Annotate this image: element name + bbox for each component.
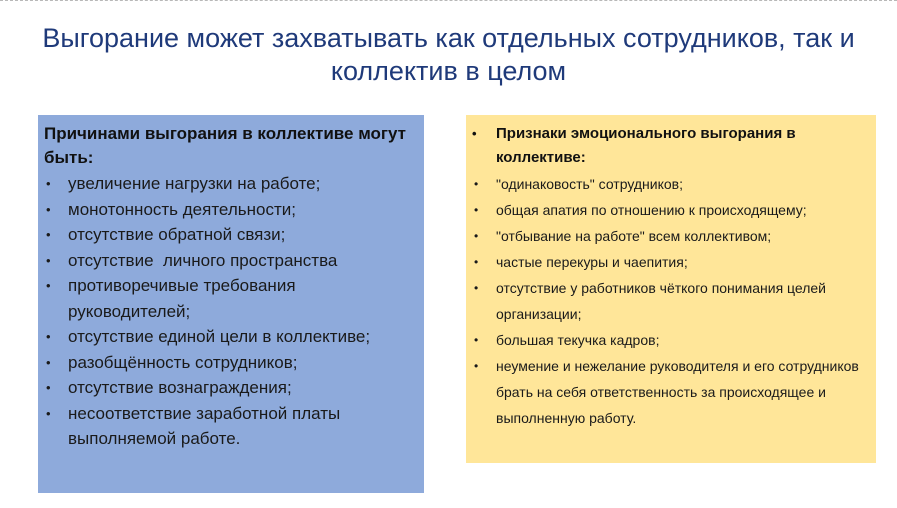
list-item-text: отсутствие единой цели в коллективе; <box>68 327 371 346</box>
bullet-icon: • <box>474 281 479 295</box>
list-item <box>472 171 868 197</box>
list-item <box>472 327 868 353</box>
bullet-icon: • <box>46 227 51 242</box>
list-item-text: большая текучка кадров; <box>496 332 660 348</box>
list-item <box>472 249 868 275</box>
list-item-text: общая апатия по отношению к происходящему; <box>496 202 807 218</box>
bullet-icon: • <box>46 405 51 421</box>
list-item <box>44 375 416 401</box>
list-item <box>472 223 868 249</box>
bullet-icon: • <box>474 359 479 373</box>
list-item-text: частые перекуры и чаепития; <box>496 254 688 270</box>
list-item-text: неумение и нежелание руководителя и его сотрудников брать на себя ответственность за происходящее и выполненную работу. <box>496 358 859 426</box>
list-item-text: отсутствие у работников чёткого понимания целей организации; <box>496 280 826 322</box>
bullet-icon: • <box>46 278 51 293</box>
list-item-text: монотонность деятельности; <box>68 199 296 219</box>
list-item-text: "одинаковость" сотрудников; <box>496 176 683 192</box>
list-item-text: разобщённость сотрудников; <box>68 352 298 372</box>
signs-heading-text: Признаки эмоционального выгорания в коллективе: <box>496 125 796 166</box>
list-item-text: несоответствие заработной платы выполняемой работе. <box>68 403 341 448</box>
bullet-icon: • <box>46 252 51 268</box>
slide-title: Выгорание может захватывать как отдельных сотрудников, так и коллектив в целом <box>42 23 855 86</box>
list-item <box>44 324 416 350</box>
bullet-icon: • <box>46 354 51 370</box>
list-item-text: "отбывание на работе" всем коллективом; <box>496 228 772 244</box>
signs-list <box>472 171 868 431</box>
bullet-icon: • <box>46 201 51 217</box>
list-item <box>472 275 868 327</box>
list-item-text: отсутствие вознаграждения; <box>68 378 292 397</box>
bullet-icon: • <box>472 126 477 141</box>
causes-panel <box>38 115 424 493</box>
signs-heading <box>472 122 868 170</box>
list-item <box>472 197 868 223</box>
bullet-icon: • <box>474 203 479 217</box>
list-item-text: отсутствие личного пространства <box>68 250 338 270</box>
list-item <box>472 353 868 431</box>
bullet-icon: • <box>46 176 51 191</box>
bullet-icon: • <box>46 380 51 395</box>
list-item <box>44 171 416 197</box>
signs-panel <box>466 115 876 463</box>
list-item <box>44 222 416 248</box>
list-item <box>44 273 416 324</box>
list-item <box>44 401 416 452</box>
list-item-text: противоречивые требования руководителей; <box>68 276 296 321</box>
bullet-icon: • <box>474 255 479 269</box>
top-divider <box>0 0 897 1</box>
list-item <box>44 248 416 274</box>
causes-list <box>44 171 416 452</box>
bullet-icon: • <box>474 229 479 243</box>
bullet-icon: • <box>474 333 479 347</box>
bullet-icon: • <box>46 329 51 344</box>
list-item-text: отсутствие обратной связи; <box>68 225 286 244</box>
bullet-icon: • <box>474 177 479 191</box>
list-item-text: увеличение нагрузки на работе; <box>68 174 321 193</box>
list-item <box>44 350 416 376</box>
list-item <box>44 197 416 223</box>
causes-heading: Причинами выгорания в коллективе могут быть: <box>44 124 406 167</box>
